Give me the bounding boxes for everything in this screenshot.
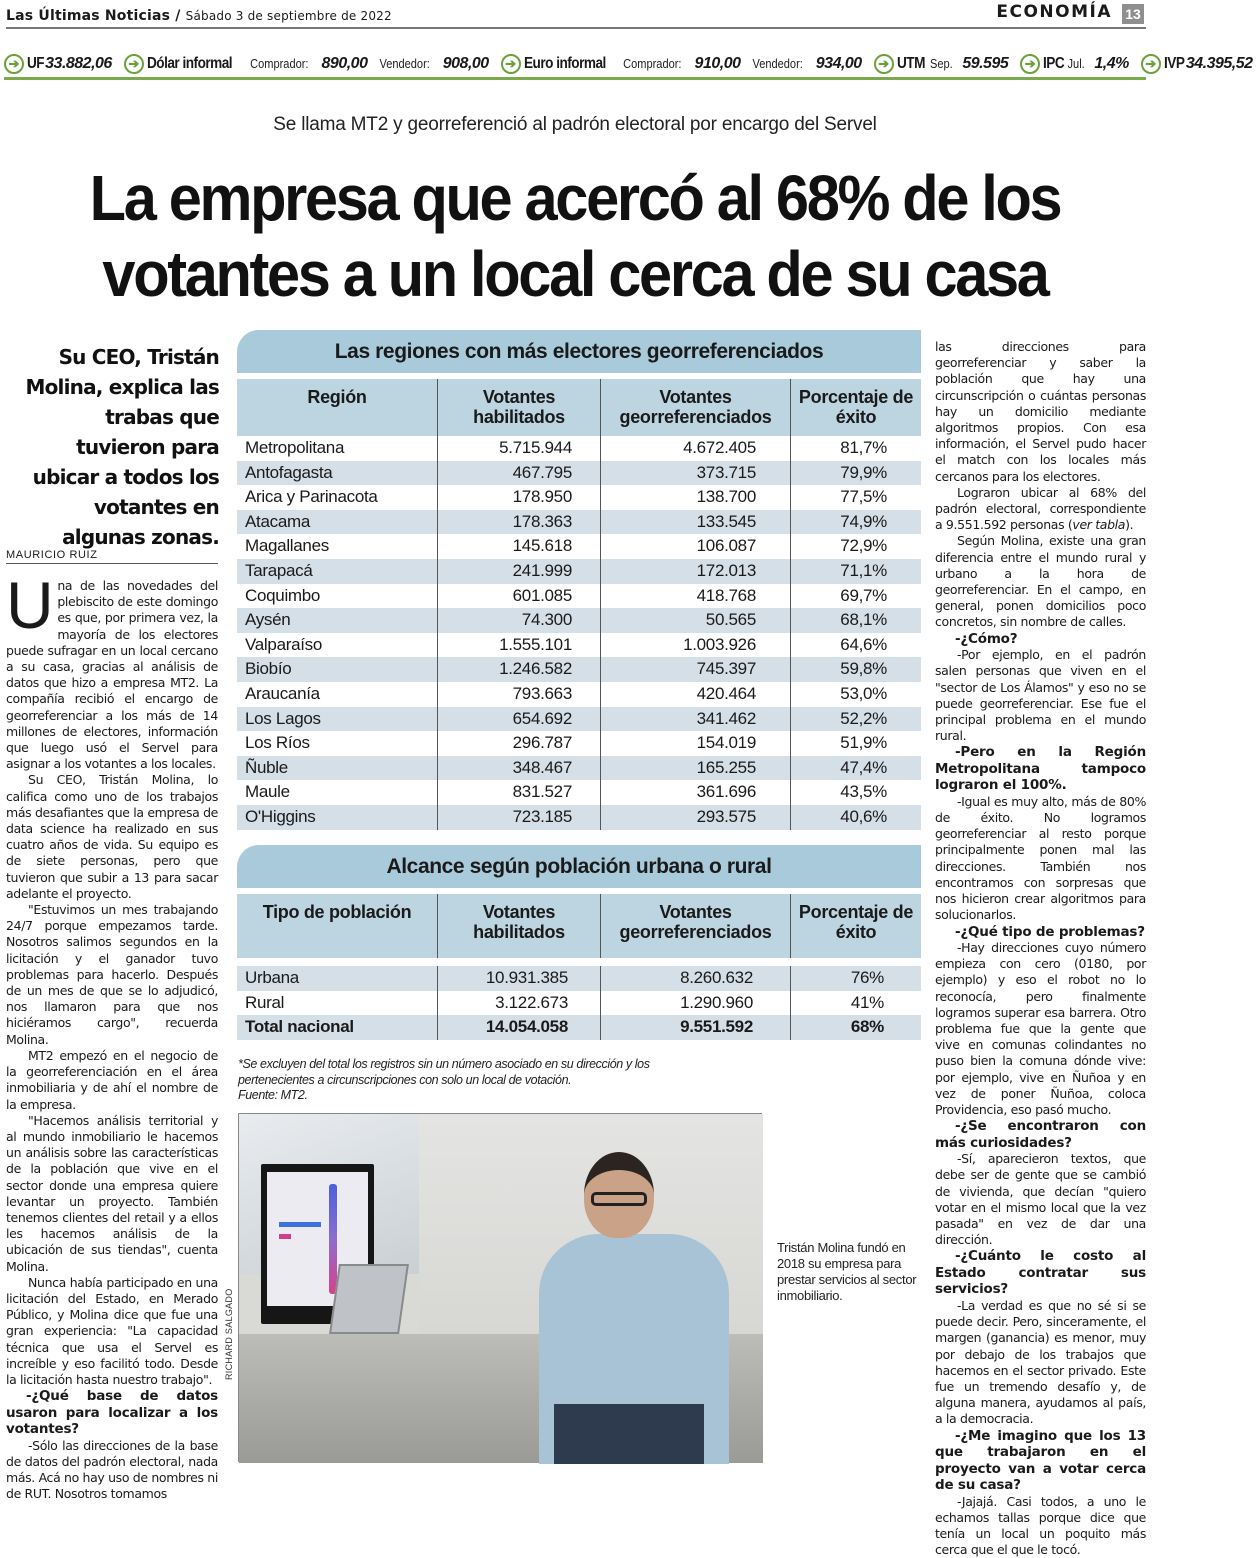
arrow-right-icon: ➔ [501, 54, 521, 74]
table-title: Alcance según población urbana o rural [237, 845, 921, 888]
interview-question: -¿Qué tipo de problemas? [955, 923, 1145, 940]
arrow-right-icon: ➔ [4, 54, 24, 74]
cell-label: Urbana [245, 968, 299, 987]
arrow-right-icon: ➔ [124, 54, 144, 74]
cell-habilitados: 3.122.673 [437, 991, 600, 1016]
table-row [237, 805, 921, 830]
byline: MAURICIO RUIZ [6, 549, 218, 564]
cell-porcentaje: 77,5% [790, 485, 921, 510]
cell-label: Ñuble [245, 757, 288, 777]
regions-table [237, 330, 921, 830]
paragraph-text: na de las novedades del plebiscito de este domingo es que, por primera vez, la mayoría de los electores puede sufragar en un local cercano a su casa, gracias al análisis de datos que hizo a empresa MT2. La compañía recibió el encargo de georreferenciar a los más de 14 millones de electores, información que luego usó el Servel para asignar a los votantes a los locales. [6, 578, 218, 772]
sell-label: Vendedor: [379, 56, 431, 71]
interview-question: -¿Cómo? [955, 630, 1018, 647]
photo-caption: Tristán Molina fundó en 2018 su empresa para prestar servicios al sector inmobiliario. [777, 1240, 917, 1303]
cell-georreferenciados: 138.700 [600, 485, 790, 510]
column-header: Porcentaje de éxito [790, 894, 921, 958]
table-row [237, 991, 921, 1016]
column-header: Votantes habilitados [437, 379, 600, 436]
cell-habilitados: 296.787 [437, 731, 600, 756]
cell-habilitados: 601.085 [437, 584, 600, 609]
drop-cap: U [6, 568, 54, 642]
table-body [237, 966, 921, 1040]
economic-indicators-bar [4, 50, 1253, 80]
cell-label: Aysén [245, 610, 291, 630]
interview-answer: -La verdad es que no sé si se puede decir. Pero, sinceramente, el margen (ganancia) es menor, muy por debajo de los trabajos que hacemos en el sector privado. Este fue un tremendo desafío y, de alguna manera, ayudamos al país, a la democracia. [935, 1297, 1146, 1427]
table-row [237, 534, 921, 559]
interview-question: -¿Se encontraron con más curiosidades? [935, 1118, 1146, 1151]
cell-georreferenciados: 165.255 [600, 756, 790, 781]
interview-question: -¿Qué base de datos usaron para localizar a los votantes? [6, 1388, 218, 1438]
cell-georreferenciados: 1.290.960 [600, 991, 790, 1016]
indicator-utm [874, 54, 1013, 74]
cell-porcentaje: 79,9% [790, 461, 921, 486]
indicator-uf [4, 54, 116, 74]
column-header: Votantes georreferenciados [600, 379, 790, 436]
screen-bar [279, 1222, 321, 1227]
cell-label: Tarapacá [245, 560, 313, 580]
interview-answer: -Jajajá. Casi todos, a uno le echamos tallas porque dice que tenía un local un poquito más cerca que el que le tocó. [935, 1493, 1146, 1558]
cell-porcentaje: 43,5% [790, 780, 921, 805]
arrow-right-icon: ➔ [1020, 54, 1040, 74]
indicator-value: 33.882,06 [45, 54, 112, 72]
cell-porcentaje: 71,1% [790, 559, 921, 584]
cell-label: Los Lagos [245, 708, 321, 728]
paragraph: Su CEO, Tristán Molina, lo califica como uno de los trabajos más desafiantes que la empresa de data science ha realizado en sus cuatro años de vida. Su equipo es de siete personas, pero que tuvieron que subir a 13 para sacar adelante el proyecto. [6, 772, 218, 901]
interview-question: -¿Cuánto le costo al Estado contratar sus servicios? [935, 1248, 1146, 1298]
table-row [237, 559, 921, 584]
interview-answer: -Igual es muy alto, más de 80% de éxito. No logramos georreferenciar al resto porque principalmente ponen mal las direcciones. También nos encontramos con sorpresas que nos hicieron crear algoritmos para solucionarlos. [935, 793, 1146, 923]
cell-porcentaje: 81,7% [790, 436, 921, 461]
indicator-label: IVP [1163, 54, 1185, 72]
cell-habilitados: 654.692 [437, 707, 600, 732]
cell-georreferenciados: 420.464 [600, 682, 790, 707]
indicator-ivp [1141, 54, 1257, 74]
indicator-euro [501, 54, 866, 74]
paragraph-text: Lograron ubicar al 68% del padrón electoral, correspondiente a 9.551.592 personas ( [935, 484, 1146, 533]
table-row [237, 657, 921, 682]
indicator-period: Sep. [929, 56, 953, 71]
buy-value: 910,00 [694, 54, 741, 72]
cell-habilitados: 723.185 [437, 805, 600, 830]
article-kicker: Se llama MT2 y georreferenció al padrón electoral por encargo del Servel [273, 114, 877, 135]
sell-value: 934,00 [815, 54, 862, 72]
cell-porcentaje: 53,0% [790, 682, 921, 707]
article-deck: Su CEO, Tristán Molina, explica las trabas que tuvieron para ubicar a todos los votantes en algunas zonas. [25, 345, 219, 549]
indicator-ipc [1020, 54, 1133, 74]
cell-habilitados: 145.618 [437, 534, 600, 559]
indicator-value: 34.395,52 [1185, 54, 1253, 72]
cell-porcentaje: 74,9% [790, 510, 921, 535]
indicator-value: 1,4% [1094, 54, 1129, 72]
interview-answer: -Sí, aparecieron textos, que debe ser de gente que se cambió de vivienda, que decían "quiero votar en el mismo local que la vez pasada" en vez de dar una dirección. [935, 1151, 1146, 1248]
cell-porcentaje: 40,6% [790, 805, 921, 830]
paragraph: "Estuvimos un mes trabajando 24/7 porque empezamos tarde. Nosotros salimos segundos en la licitación y el ganador tuvo problemas para hacerlo. Después de un mes de que se lo adjudicó, nos llamaron para que nos hiciéramos cargo", recuerda Molina. [6, 902, 218, 1047]
column-header: Tipo de población [262, 902, 412, 922]
table-reference: ver tabla [1072, 517, 1126, 533]
cell-georreferenciados: 133.545 [600, 510, 790, 535]
cell-georreferenciados: 8.260.632 [600, 966, 790, 991]
cell-georreferenciados: 361.696 [600, 780, 790, 805]
paragraph: Según Molina, existe una gran diferencia entre el mundo rural y urbano a la hora de georreferenciar. En el campo, en general, ponen domicilios poco concretos, sin nombre de calles. [935, 533, 1146, 630]
cell-georreferenciados: 341.462 [600, 707, 790, 732]
cell-habilitados: 14.054.058 [437, 1015, 600, 1040]
screen-bar [279, 1234, 291, 1239]
cell-label: Total nacional [245, 1017, 354, 1037]
photo-jeans [554, 1404, 704, 1464]
photo-glasses [591, 1192, 647, 1206]
cell-habilitados: 793.663 [437, 682, 600, 707]
indicator-label: Euro informal [523, 54, 606, 72]
cell-porcentaje: 72,9% [790, 534, 921, 559]
photo-credit: RICHARD SALGADO [224, 1288, 234, 1380]
paragraph [6, 568, 218, 772]
cell-label: Biobío [245, 659, 292, 679]
cell-porcentaje: 64,6% [790, 633, 921, 658]
page-number: 13 [1122, 4, 1144, 24]
cell-georreferenciados: 9.551.592 [600, 1015, 790, 1040]
table-row [237, 682, 921, 707]
cell-porcentaje: 59,8% [790, 657, 921, 682]
table-row [237, 510, 921, 535]
table-header [237, 894, 921, 958]
newspaper-name [6, 8, 392, 24]
cell-georreferenciados: 172.013 [600, 559, 790, 584]
cell-label: Antofagasta [245, 462, 333, 482]
table-row [237, 608, 921, 633]
table-row [237, 436, 921, 461]
cell-georreferenciados: 745.397 [600, 657, 790, 682]
cell-porcentaje: 51,9% [790, 731, 921, 756]
paragraph: "Hacemos análisis territorial y al mundo inmobiliario le hacemos un análisis sobre las características de la población que vive en el sector donde una empresa quiere levantar un proyecto. También tenemos clientes del retail y a ellos les hacemos análisis de la ubicación de sus tiendas", cuenta Molina. [6, 1112, 218, 1274]
table-row [237, 461, 921, 486]
cell-porcentaje: 68% [790, 1015, 921, 1040]
interview-answer: -Hay direcciones cuyo número empieza con cero (0180, por ejemplo) y eso el robot no lo reconocía, pero finalmente logramos superar esa barrera. Otro problema fue que la gente que vive en comunas colindantes no puso bien la comuna dónde vive: por ejemplo, vive en Ñuñoa y en vez de poner Ñuñoa, coloca Providencia, eso pasó mucho. [935, 940, 1146, 1118]
column-header: Porcentaje de éxito [790, 379, 921, 436]
column-header: Votantes georreferenciados [600, 894, 790, 958]
table-row [237, 707, 921, 732]
paragraph: las direcciones para georreferenciar y saber la población que hay una circunscripción o cuántas personas hay un domicilio mediante algoritmos propios. Con esa información, el Servel pudo hacer el match con los locales más cercanos para los electores. [935, 339, 1146, 484]
table-row [237, 584, 921, 609]
cell-georreferenciados: 418.768 [600, 584, 790, 609]
indicator-period: Jul. [1067, 56, 1085, 71]
cell-porcentaje: 68,1% [790, 608, 921, 633]
buy-value: 890,00 [321, 54, 368, 72]
photo-tristan-molina [238, 1113, 762, 1462]
cell-habilitados: 178.363 [437, 510, 600, 535]
masthead [6, 0, 1146, 29]
table-total-row [237, 1015, 921, 1040]
arrow-right-icon: ➔ [1141, 54, 1161, 74]
buy-label: Comprador: [623, 56, 682, 71]
article-headline: La empresa que acercó al 68% de los votantes a un local cerca de su casa [89, 162, 1061, 310]
cell-georreferenciados: 50.565 [600, 608, 790, 633]
table-title: Las regiones con más electores georreferenciados [237, 330, 921, 373]
footnote-text: *Se excluyen del total los registros sin un número asociado en su dirección y los pertenecientes a circunscripciones con solo un local de votación. [238, 1057, 650, 1087]
cell-georreferenciados: 293.575 [600, 805, 790, 830]
table-row [237, 780, 921, 805]
source-text: Fuente: MT2. [238, 1088, 308, 1102]
cell-habilitados: 10.931.385 [437, 966, 600, 991]
indicator-label: UTM [896, 54, 925, 72]
section-name: ECONOMÍA [996, 2, 1112, 22]
column-header: Votantes habilitados [437, 894, 600, 958]
table-body [237, 436, 921, 830]
cell-habilitados: 1.555.101 [437, 633, 600, 658]
cell-label: Rural [245, 992, 285, 1012]
cell-label: Valparaíso [245, 634, 323, 654]
paragraph: MT2 empezó en el negocio de la georreferenciación en el área inmobiliaria y de ahí el nombre de la empresa. [6, 1047, 218, 1112]
indicator-value: 59.595 [962, 54, 1009, 72]
cell-georreferenciados: 154.019 [600, 731, 790, 756]
indicator-label: Dólar informal [146, 54, 232, 72]
cell-georreferenciados: 4.672.405 [600, 436, 790, 461]
cell-label: Metropolitana [245, 438, 345, 457]
sell-label: Vendedor: [752, 56, 804, 71]
arrow-right-icon: ➔ [874, 54, 894, 74]
cell-porcentaje: 41% [790, 991, 921, 1016]
cell-habilitados: 1.246.582 [437, 657, 600, 682]
article-body-left [6, 568, 218, 1502]
separator: / [170, 8, 186, 24]
cell-habilitados: 348.467 [437, 756, 600, 781]
indicator-label: UF [27, 54, 45, 72]
photo-laptop [329, 1264, 409, 1334]
interview-question: -¿Me imagino que los 13 que trabajaron en el proyecto van a votar cerca de su casa? [935, 1427, 1146, 1494]
cell-label: Coquimbo [245, 585, 321, 605]
indicator-label: IPC [1043, 54, 1065, 72]
column-header: Región [307, 387, 367, 407]
cell-porcentaje: 69,7% [790, 584, 921, 609]
cell-porcentaje: 52,2% [790, 707, 921, 732]
interview-answer: -Sólo las direcciones de la base de datos del padrón electoral, nada más. Acá no hay uso de nombres ni de RUT. Nosotros tomamos [6, 1437, 218, 1502]
cell-label: Araucanía [245, 683, 320, 703]
cell-porcentaje: 47,4% [790, 756, 921, 781]
cell-habilitados: 831.527 [437, 780, 600, 805]
cell-habilitados: 5.715.944 [437, 436, 600, 461]
cell-georreferenciados: 106.087 [600, 534, 790, 559]
table-row [237, 756, 921, 781]
table-row [237, 966, 921, 991]
cell-label: Maule [245, 782, 290, 802]
cell-habilitados: 178.950 [437, 485, 600, 510]
interview-question: -Pero en la Región Metropolitana tampoco lograron el 100%. [935, 744, 1146, 794]
cell-label: Atacama [245, 511, 310, 531]
indicator-dolar [124, 54, 493, 74]
publication-date: Sábado 3 de septiembre de 2022 [185, 9, 392, 23]
cell-label: Magallanes [245, 536, 329, 556]
cell-georreferenciados: 1.003.926 [600, 633, 790, 658]
paragraph-text: ). [1125, 517, 1134, 533]
screen-map [329, 1184, 337, 1294]
cell-georreferenciados: 373.715 [600, 461, 790, 486]
table-header [237, 379, 921, 436]
paper-title: Las Últimas Noticias [6, 8, 171, 24]
cell-habilitados: 74.300 [437, 608, 600, 633]
cell-porcentaje: 76% [790, 966, 921, 991]
buy-label: Comprador: [250, 56, 309, 71]
table-row [237, 485, 921, 510]
article-body-right [935, 339, 1146, 1558]
cell-label: Arica y Parinacota [245, 487, 378, 507]
population-table [237, 845, 921, 1040]
table-footnote [238, 1057, 678, 1104]
cell-habilitados: 467.795 [437, 461, 600, 486]
sell-value: 908,00 [442, 54, 489, 72]
paragraph: Nunca había participado en una licitación del Estado, en Merado Público, y Molina dice que fue una gran experiencia: "La capacidad técnica que usa el Servel es increíble y eso facilitó todo. Desde la licitación hasta nuestro trabajo". [6, 1274, 218, 1387]
paragraph [935, 485, 1146, 534]
table-row [237, 731, 921, 756]
interview-answer: -Por ejemplo, en el padrón salen personas que viven en el "sector de Los Álamos" y eso no se puede georreferenciar. Ese fue el principal problema en el mundo rural. [935, 647, 1146, 744]
cell-habilitados: 241.999 [437, 559, 600, 584]
table-row [237, 633, 921, 658]
cell-label: O'Higgins [245, 806, 316, 826]
cell-label: Los Ríos [245, 733, 310, 753]
